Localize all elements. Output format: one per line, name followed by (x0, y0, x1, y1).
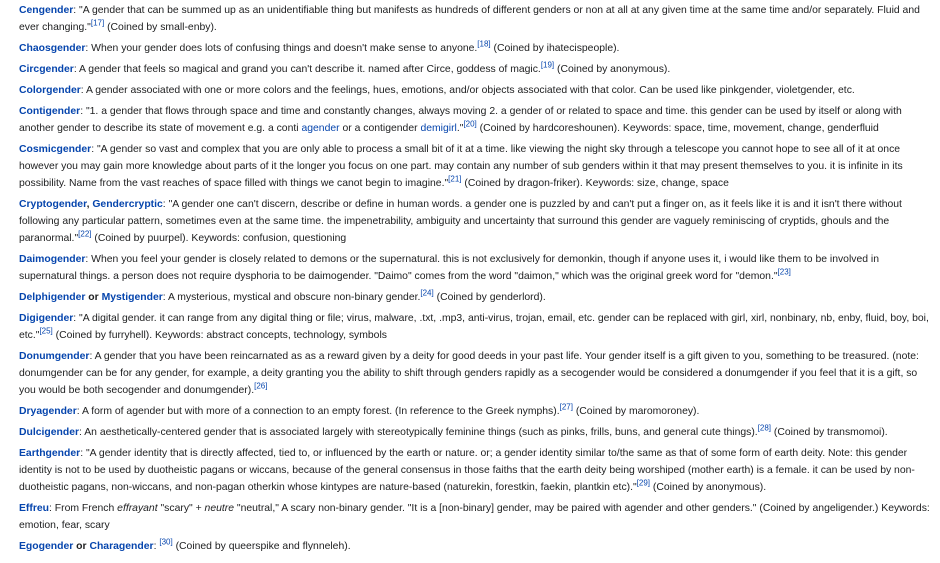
body-text: (Coined by furryhell). Keywords: abstract concepts, technology, symbols (52, 330, 387, 341)
citation-ref[interactable]: [28] (757, 423, 772, 433)
body-text: : When you feel your gender is closely related to demons or the supernatural. this is not exclusively for demonkin, though if anyone uses it, i would like them to be involved in supernatural things. a person does not require dysphoria to be daimogender. "Daimo" comes from the word "daimon," which was the original greek word for "demon." (19, 254, 879, 282)
citation-ref[interactable]: [24] (420, 288, 434, 298)
body-text: (Coined by dragon-friker). Keywords: size, change, space (461, 178, 729, 189)
body-text: : "A gender one can't discern, describe or define in human words. a gender one is puzzled by and can't put a finger on, as it feels like it is and it isn't there without following any particular pattern, sometimes even at the same time. the impenetrability, ambiguity and uncertainty that surround this gender are vaguely reminiscing of cryptids, ghouls and the paranormal." (19, 199, 902, 244)
body-text: : "A gender identity that is directly affected, tied to, or influenced by the earth or nature. or; a gender identity similar to/the same as that of some form of earth deity. Note: this gender identity is not to be used by duotheistic pagans or wiccans, because of the general consensus in those faiths that the earth deity being worshiped (mother earth) is a female. it can be used by non-duotheistic pagans, non-wiccans, and non-pagan otherkin whose kintypes are nature-based (naturekin, forestkin, faekin, plantkin etc)." (19, 448, 915, 493)
entry-daimogender (19, 251, 930, 285)
body-text: (Coined by genderlord). (433, 292, 546, 303)
body-text: (Coined by maromoroney). (572, 406, 700, 417)
body-text: (Coined by hardcoreshounen). Keywords: space, time, movement, change, genderfluid (476, 123, 879, 134)
citation-ref[interactable]: [21] (448, 174, 462, 184)
body-text: (Coined by queerspike and flynneleh). (172, 541, 351, 552)
inline-link[interactable]: agender (301, 123, 340, 134)
body-text: : A gender associated with one or more colors and the feelings, hues, emotions, and/or objects associated with that color. Can be used like pinkgender, violetgender, etc. (80, 85, 855, 96)
body-text: (Coined by ihatecispeople). (490, 43, 620, 54)
citation-ref[interactable]: [17] (90, 18, 105, 28)
term-link[interactable]: Cryptogender (19, 199, 87, 210)
citation-ref[interactable]: [26] (254, 381, 268, 391)
term-link[interactable]: Mystigender (101, 292, 163, 303)
term-separator: or (85, 292, 102, 303)
term-link[interactable]: Contigender (19, 106, 81, 117)
citation-ref[interactable]: [27] (559, 402, 573, 412)
body-text: : "A digital gender. it can range from any digital thing or file; virus, malware, .txt, .mp3, anti-virus, trojan, email, etc. gender can be replaced with girl, xirl, nonbinary, nb, enby, fluid, boy, boi, etc." (19, 313, 929, 341)
entry-chaosgender (19, 40, 930, 57)
body-text: : A mysterious, mystical and obscure non-binary gender. (162, 292, 421, 303)
citation-ref[interactable]: [20] (463, 119, 477, 129)
citation-ref[interactable]: [25] (39, 326, 53, 336)
body-text: : A gender that you have been reincarnated as as a reward given by a deity for good deeds in your past life. Your gender itself is a gift given to you, something to be treasured. (note: donumgender can be for any gender, for example, a deity granting you the ability to shift through genders rapidly as a secogender would be considered a donumgender if you feel that it is a gift, so you would be both secogender and donumgender). (19, 351, 919, 396)
body-text: (Coined by puurpel). Keywords: confusion, questioning (91, 233, 347, 244)
citation-ref[interactable]: [18] (477, 39, 491, 49)
body-text: (Coined by anonymous). (554, 64, 671, 75)
term-link[interactable]: Dulcigender (19, 427, 80, 438)
body-text: : "1. a gender that flows through space and time and constantly changes, always moving 2. a gender of or related to space and time. this gender can be used by itself or along with another gender to describe its state of movement e.g. a conti (19, 106, 902, 134)
term-link[interactable]: Dryagender (19, 406, 77, 417)
body-text: : An aesthetically-centered gender that is associated largely with stereotypically feminine things (such as pinks, frills, buns, and general cute things). (79, 427, 758, 438)
entry-delphigender (19, 289, 930, 306)
body-text: or a contigender (339, 123, 421, 134)
term-link[interactable]: Cengender (19, 5, 74, 16)
body-text: (Coined by anonymous). (650, 482, 767, 493)
body-text: : When your gender does lots of confusing things and doesn't make sense to anyone. (85, 43, 478, 54)
entry-dulcigender (19, 424, 930, 441)
term-separator: , (86, 199, 93, 210)
citation-ref[interactable]: [30] (159, 537, 173, 547)
entry-colorgender (19, 82, 930, 99)
body-text: : (153, 541, 160, 552)
body-text: (Coined by transmomoi). (771, 427, 888, 438)
entry-circgender (19, 61, 930, 78)
term-link[interactable]: Egogender (19, 541, 74, 552)
term-link[interactable]: Cosmicgender (19, 144, 92, 155)
term-separator: or (73, 541, 90, 552)
term-link[interactable]: Effreu (19, 503, 50, 514)
term-link[interactable]: Circgender (19, 64, 74, 75)
citation-ref[interactable]: [19] (540, 60, 555, 70)
body-text: "scary" + (157, 503, 205, 514)
term-link[interactable]: Donumgender (19, 351, 90, 362)
body-text: : A gender that feels so magical and grand you can't describe it. named after Circe, goddess of magic. (73, 64, 541, 75)
entry-cengender (19, 2, 930, 36)
entry-effreu (19, 500, 930, 534)
term-link[interactable]: Daimogender (19, 254, 86, 265)
citation-ref[interactable]: [23] (777, 267, 791, 277)
term-link[interactable]: Delphigender (19, 292, 86, 303)
term-link[interactable]: Chaosgender (19, 43, 86, 54)
entry-earthgender (19, 445, 930, 496)
body-text: : A form of agender but with more of a connection to an empty forest. (In reference to the Greek nymphs). (76, 406, 560, 417)
term-link[interactable]: Gendercryptic (92, 199, 163, 210)
body-text: : From French (49, 503, 118, 514)
entry-egogender (19, 538, 930, 555)
italic-text: neutre (204, 503, 235, 514)
entry-donumgender (19, 348, 930, 399)
body-text: ." (456, 123, 464, 134)
body-text: (Coined by small-enby). (104, 22, 217, 33)
entry-cryptogender (19, 196, 930, 247)
italic-text: effrayant (117, 503, 158, 514)
term-link[interactable]: Digigender (19, 313, 74, 324)
body-text: "neutral," A scary non-binary gender. "It is a [non-binary] gender, may be paired with agender and other genders." (Coined by angeligender.) Keywords: emotion, fear, scary (19, 503, 930, 531)
entry-dryagender (19, 403, 930, 420)
body-text: : "A gender that can be summed up as an unidentifiable thing but manifests as hundreds of different genders or non at all at any given time at the same time and/or separately. Fluid and ever changing." (19, 5, 920, 33)
citation-ref[interactable]: [29] (636, 478, 651, 488)
term-link[interactable]: Charagender (89, 541, 154, 552)
inline-link[interactable]: demigirl (420, 123, 457, 134)
entry-contigender (19, 103, 930, 137)
citation-ref[interactable]: [22] (78, 229, 92, 239)
term-link[interactable]: Colorgender (19, 85, 81, 96)
entry-cosmicgender (19, 141, 930, 192)
entry-digigender (19, 310, 930, 344)
term-link[interactable]: Earthgender (19, 448, 81, 459)
body-text: : "A gender so vast and complex that you are only able to process a small bit of it at a time. like viewing the night sky through a telescope you cannot hope to see all of it at once however you may gain more knowledge about parts of it the longer you focus on one part. may contain any number of sub genders within it that may present themselves to you. it is infinite in its possibility. Name from the vast reaches of space filled with things we canot begin to imagine." (19, 144, 903, 189)
